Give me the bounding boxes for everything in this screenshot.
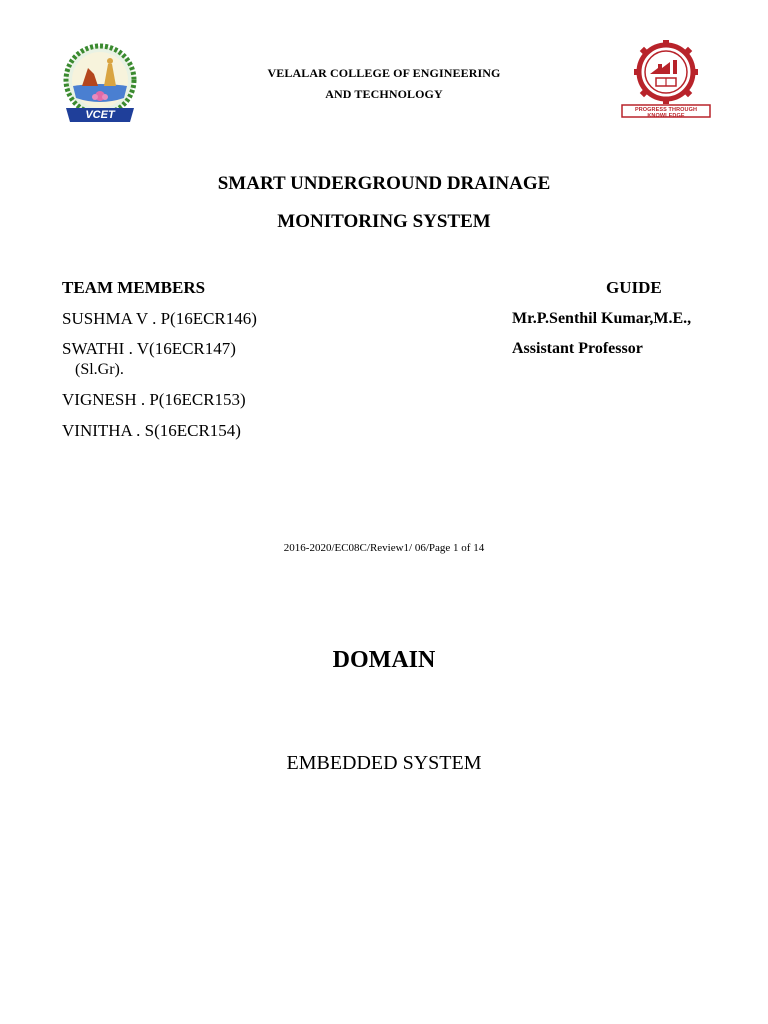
vcet-logo-text: VCET bbox=[85, 109, 115, 121]
college-name-line2: AND TECHNOLOGY bbox=[325, 87, 443, 101]
guide-name: Mr.P.Senthil Kumar,M.E., bbox=[512, 310, 692, 327]
team-member: VIGNESH . P(16ECR153) bbox=[62, 390, 246, 409]
college-name-line1: VELALAR COLLEGE OF ENGINEERING bbox=[267, 66, 501, 80]
project-title-line1: SMART UNDERGROUND DRAINAGE bbox=[217, 173, 551, 194]
team-member: SUSHMA V . P(16ECR146) bbox=[62, 309, 257, 328]
guide-heading: GUIDE bbox=[606, 278, 662, 297]
team-members-heading: TEAM MEMBERS bbox=[62, 278, 206, 297]
vcet-logo bbox=[58, 42, 142, 128]
anna-university-logo bbox=[618, 38, 714, 120]
guide-grade: (Sl.Gr). bbox=[75, 361, 124, 378]
guide-designation: Assistant Professor bbox=[512, 340, 643, 357]
team-member: VINITHA . S(16ECR154) bbox=[62, 421, 241, 440]
document-reference: 2016-2020/EC08C/Review1/ 06/Page 1 of 14 bbox=[283, 542, 485, 554]
anna-university-motto: PROGRESS THROUGH KNOWLEDGE bbox=[634, 107, 698, 119]
domain-heading: DOMAIN bbox=[332, 647, 436, 673]
domain-value: EMBEDDED SYSTEM bbox=[286, 752, 482, 774]
project-title-line2: MONITORING SYSTEM bbox=[277, 211, 491, 232]
team-member: SWATHI . V(16ECR147) bbox=[62, 339, 236, 358]
